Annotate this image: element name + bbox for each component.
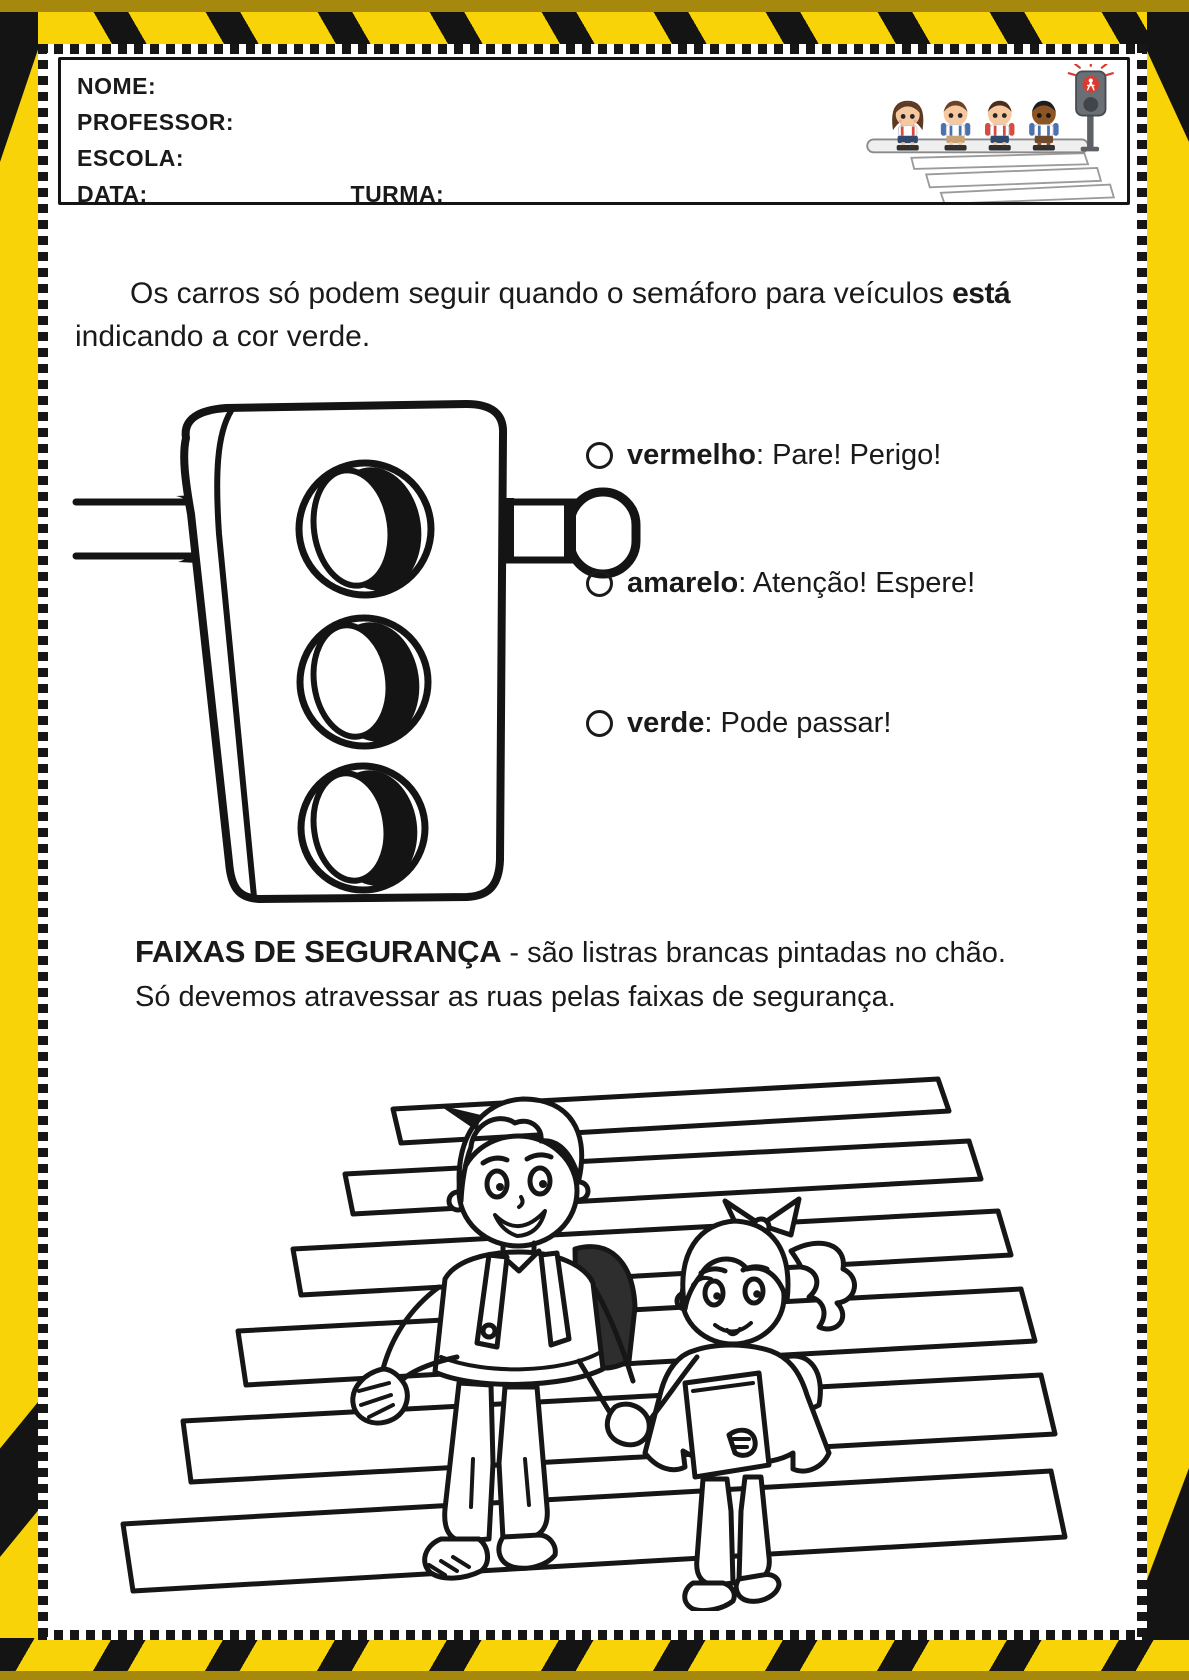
intro-paragraph [75,272,1087,358]
stitched-border-left [38,44,48,1640]
girl-leg-left [697,1479,733,1585]
signal-text: verde: Pode passar! [627,707,892,739]
crosswalk-stripes-small [911,153,1113,202]
stitched-border-top [38,44,1147,54]
data-label: DATA: [77,181,148,207]
caution-corner-bottom-left [0,1402,38,1557]
professor-label: PROFESSOR: [77,109,235,135]
faixas-section [135,930,1080,1019]
boy-shoe-right [499,1535,555,1568]
turma-label: TURMA: [350,181,445,207]
caution-corner-top-right [1147,12,1189,142]
lamp-middle [300,616,428,747]
stitched-border-bottom [38,1630,1147,1640]
girl-shoe-right [736,1574,779,1601]
student-info-fields [77,68,444,212]
field-professor [77,104,444,140]
field-nome [77,68,444,104]
pedestrian-signal-icon [1069,64,1113,151]
stitched-border-right [1137,44,1147,1640]
pole-end-cap [570,492,636,574]
bullet-circle-icon [586,710,613,737]
faixas-heading-line: FAIXAS DE SEGURANÇA - são listras brancas pintadas no chão. [135,934,1006,969]
caution-stripe-band-top [0,12,1189,44]
girl-shoe-left [685,1583,735,1611]
faixas-line-2: Só devemos atravessar as ruas pelas faixas de segurança. [135,981,896,1013]
signal-item-verde [586,707,891,740]
bullet-circle-icon [586,570,613,597]
lamp-top [299,461,431,597]
crosswalk-kids-drawing [93,1039,1068,1611]
children-at-crosswalk-illustration [847,64,1123,202]
field-data-turma [77,176,444,212]
lamp-bottom [301,764,425,891]
border-gold-strip-bottom [0,1671,1189,1680]
intro-line-2: indicando a cor verde. [75,320,371,353]
faixas-heading: FAIXAS DE SEGURANÇA [135,934,502,969]
signal-item-amarelo [586,567,975,600]
signal-item-vermelho [586,439,941,472]
boy-pants-right [499,1387,547,1539]
escola-label: ESCOLA: [77,145,184,171]
border-gold-strip-top [0,0,1189,12]
joined-hands [607,1404,649,1445]
bullet-circle-icon [586,442,613,469]
intro-bold-word: está [952,277,1011,310]
worksheet-sheet [38,44,1147,1640]
traffic-light-drawing [68,382,646,904]
signal-text: vermelho: Pare! Perigo! [627,439,942,471]
field-escola [77,140,444,176]
signal-text: amarelo: Atenção! Espere! [627,567,976,599]
intro-line-1: Os carros só podem seguir quando o semáforo para veículos está [130,277,1011,310]
caution-stripe-band-bottom [0,1638,1189,1671]
girl-leg-right [739,1477,769,1581]
caution-corner-bottom-right [1147,1468,1189,1640]
caution-corner-top-left [0,12,38,162]
student-info-box [58,57,1130,205]
nome-label: NOME: [77,73,157,99]
